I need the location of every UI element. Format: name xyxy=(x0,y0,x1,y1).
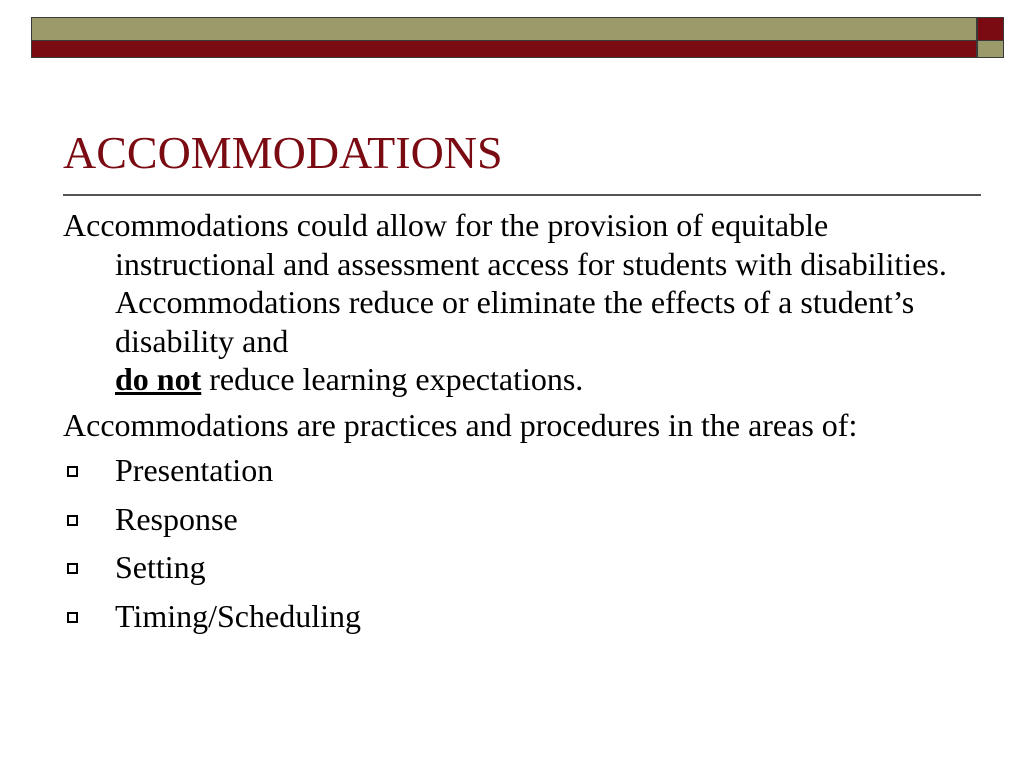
list-item xyxy=(63,500,963,539)
paragraph-areas: Accommodations are practices and procedures in the areas of: xyxy=(63,406,858,443)
bullet-label: Presentation xyxy=(115,452,274,488)
hollow-square-icon xyxy=(67,466,78,477)
areas-bullet-list xyxy=(63,451,963,635)
bullet-label: Timing/Scheduling xyxy=(115,597,361,634)
title-divider xyxy=(63,194,981,196)
paragraph-definition xyxy=(63,206,963,399)
slide-body xyxy=(63,206,963,645)
list-item xyxy=(63,597,963,636)
corner-olive-square xyxy=(977,41,1004,58)
corner-red-square xyxy=(977,17,1004,41)
emphasis-do-not: do not xyxy=(115,361,202,397)
list-item xyxy=(63,451,963,490)
top-banner-olive-bar xyxy=(31,17,977,41)
top-banner-red-bar xyxy=(31,41,977,58)
paragraph-definition-tail: reduce learning expectations. xyxy=(209,361,584,397)
bullet-label: Response xyxy=(115,500,238,537)
hollow-square-icon xyxy=(67,515,78,526)
list-item xyxy=(63,548,963,587)
hollow-square-icon xyxy=(67,612,78,623)
bullet-label: Setting xyxy=(115,549,206,585)
hollow-square-icon xyxy=(67,563,78,574)
paragraph-definition-text: Accommodations could allow for the provision of equitable instructional and assessment access for students with disabilities. Accommodations reduce or eliminate the effects of a student’s disability and xyxy=(63,207,947,359)
slide-title: ACCOMMODATIONS xyxy=(63,127,503,178)
